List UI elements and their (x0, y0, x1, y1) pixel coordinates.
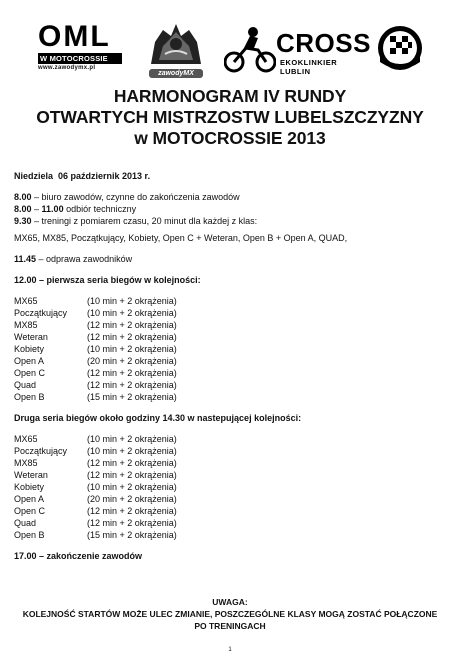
series1-heading: 12.00 – pierwsza seria biegów w kolejności: (14, 275, 201, 285)
cross-logo-text: CROSS (276, 28, 371, 58)
morning-item: 9.30 – treningi z pomiarem czasu, 20 minut dla każdej z klas: (14, 216, 258, 226)
series1-list (14, 295, 446, 403)
list-item: Weteran (12 min + 2 okrążenia) (14, 470, 177, 480)
series2-list (14, 433, 446, 541)
list-item: Open A (20 min + 2 okrążenia) (14, 356, 177, 366)
series2-heading: Druga seria biegów około godziny 14.30 w nastepującej kolejności: (14, 413, 302, 423)
oml-logo (38, 22, 122, 80)
list-item: Kobiety (10 min + 2 okrążenia) (14, 482, 177, 492)
training-classes-line: MX65, MX85, Początkujący, Kobiety, Open C + Weteran, Open B + Open A, QUAD, (14, 233, 348, 243)
list-item: Open B (15 min + 2 okrążenia) (14, 392, 177, 402)
list-item: Open C (12 min + 2 okrążenia) (14, 368, 177, 378)
list-item: Quad (12 min + 2 okrążenia) (14, 518, 177, 528)
list-item: Open A (20 min + 2 okrążenia) (14, 494, 177, 504)
list-item: Weteran (12 min + 2 okrążenia) (14, 332, 177, 342)
oml-logo-subtitle: W MOTOCROSSIE (38, 53, 122, 64)
list-item: Open B (15 min + 2 okrążenia) (14, 530, 177, 540)
notice-line-2: PO TRENINGACH (194, 621, 266, 631)
notice-block (0, 596, 460, 632)
header-logos (0, 18, 460, 80)
title-line-3: w MOTOCROSSIE 2013 (134, 128, 326, 148)
document-title (0, 86, 460, 149)
title-line-1: HARMONOGRAM IV RUNDY (113, 86, 347, 106)
date-line: Niedziela 06 październik 2013 r. (14, 171, 151, 181)
list-item: MX85 (12 min + 2 okrążenia) (14, 320, 177, 330)
pzm-logo (376, 22, 424, 80)
motocross-rider-icon (224, 24, 276, 74)
pzm-logo-text: PZM (392, 57, 408, 64)
list-item: MX65 (10 min + 2 okrążenia) (14, 296, 177, 306)
oml-logo-text: OML (38, 20, 111, 53)
oml-logo-url: www.zawodymx.pl (38, 65, 96, 71)
list-item: Open C (12 min + 2 okrążenia) (14, 506, 177, 516)
list-item: Quad (12 min + 2 okrążenia) (14, 380, 177, 390)
notice-line-1: KOLEJNOŚĆ STARTÓW MOŻE ULEC ZMIANIE, POSZCZEGÓLNE KLASY MOGĄ ZOSTAĆ POŁĄCZONE (22, 609, 438, 619)
cross-logo-subtitle: EKOKLINKIER LUBLIN (280, 58, 338, 76)
pzm-emblem-icon (376, 22, 424, 74)
cross-ekoklinkier-logo (224, 24, 371, 78)
list-item: Początkujący (10 min + 2 okrążenia) (14, 446, 177, 456)
schedule-content (14, 170, 446, 562)
zawodymx-logo (145, 20, 207, 78)
list-item: MX65 (10 min + 2 okrążenia) (14, 434, 177, 444)
page-number: 1 (228, 647, 232, 653)
morning-item: 8.00 – 11.00 odbiór techniczny (14, 204, 137, 214)
zawodymx-logo-text: zawodyMX (149, 69, 203, 78)
notice-heading: UWAGA: (212, 597, 248, 607)
list-item: MX85 (12 min + 2 okrążenia) (14, 458, 177, 468)
title-line-2: OTWARTYCH MISTRZOSTW LUBELSZCZYZNY (36, 107, 424, 127)
briefing-line: 11.45 – odprawa zawodników (14, 254, 133, 264)
list-item: Kobiety (10 min + 2 okrążenia) (14, 344, 177, 354)
motorcycle-emblem-icon (145, 20, 207, 70)
list-item: Początkujący (10 min + 2 okrążenia) (14, 308, 177, 318)
morning-item: 8.00 – biuro zawodów, czynne do zakończenia zawodów (14, 192, 240, 202)
end-line: 17.00 – zakończenie zawodów (14, 551, 143, 561)
